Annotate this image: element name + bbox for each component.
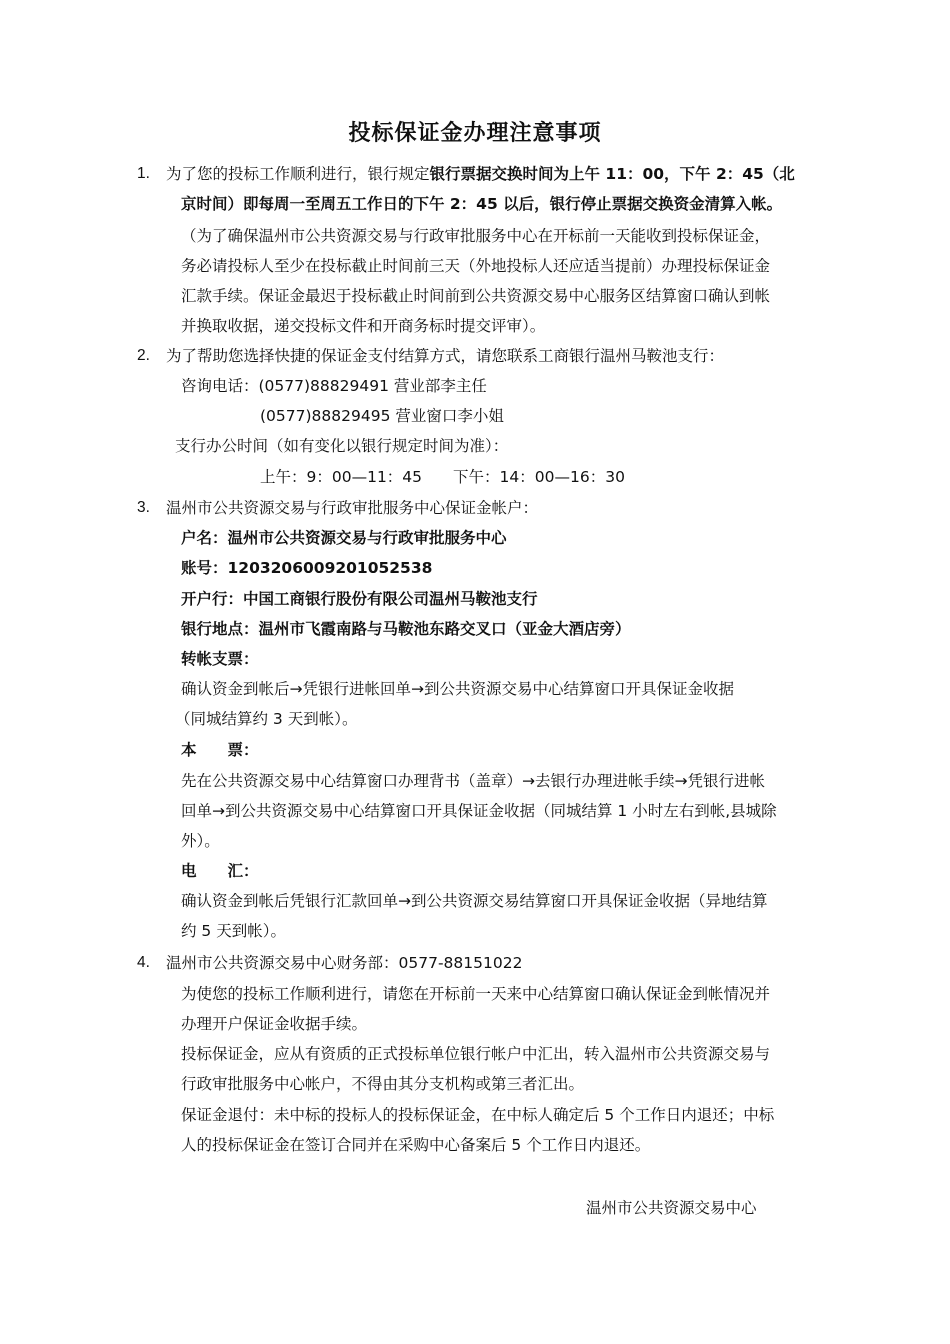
section-1-line-3: （为了确保温州市公共资源交易与行政审批服务中心在开标前一天能收到投标保证金， <box>181 227 771 245</box>
section-1-line-6: 并换取收据，递交投标文件和开商务标时提交评审）。 <box>181 317 546 335</box>
section-4-line-2: 为使您的投标工作顺利进行，请您在开标前一天来中心结算窗口确认保证金到帐情况并 <box>181 985 771 1003</box>
section-4-line-6: 保证金退付：未中标的投标人的投标保证金，在中标人确定后 5 个工作日内退还；中标 <box>181 1106 775 1124</box>
draft-line-2: 回单→到公共资源交易中心结算窗口开具保证金收据（同城结算 1 小时左右到帐,县城除 <box>181 802 777 820</box>
account-name: 户名：温州市公共资源交易与行政审批服务中心 <box>181 529 507 547</box>
section-4-line-7: 人的投标保证金在签订合同并在采购中心备案后 5 个工作日内退还。 <box>181 1136 651 1154</box>
draft-line-3: 外）。 <box>181 832 220 850</box>
section-1-line-2: 京时间）即每周一至周五工作日的下午 2：45 以后，银行停止票据交换资金清算入帐。 <box>181 195 783 213</box>
signature: 温州市公共资源交易中心 <box>586 1199 757 1217</box>
account-bank: 开户行：中国工商银行股份有限公司温州马鞍池支行 <box>181 590 538 608</box>
section-1-line-5: 汇款手续。保证金最迟于投标截止时间前到公共资源交易中心服务区结算窗口确认到帐 <box>181 287 771 305</box>
section-4-line-1: 温州市公共资源交易中心财务部：0577-88151022 <box>166 954 523 972</box>
section-2-line-1: 为了帮助您选择快捷的保证金支付结算方式，请您联系工商银行温州马鞍池支行： <box>166 347 725 365</box>
transfer-line-1: 确认资金到帐后→凭银行进帐回单→到公共资源交易中心结算窗口开具保证金收据 <box>181 680 734 698</box>
section-2-phone-1: 咨询电话：(0577)88829491 营业部李主任 <box>181 377 487 395</box>
section-2-hours-label: 支行办公时间（如有变化以银行规定时间为准）： <box>175 437 509 455</box>
section-1-line-1-bold: 银行票据交换时间为上午 11：00，下午 2：45（北 <box>429 165 795 183</box>
section-1-line-1-text: 为了您的投标工作顺利进行，银行规定 <box>166 165 430 183</box>
transfer-heading: 转帐支票： <box>181 650 259 668</box>
wire-heading: 电 汇： <box>181 862 259 880</box>
section-1-line-4: 务必请投标人至少在投标截止时间前三天（外地投标人还应适当提前）办理投标保证金 <box>181 257 771 275</box>
section-1-line-1 <box>166 164 795 184</box>
account-number: 账号：1203206009201052538 <box>181 559 433 577</box>
transfer-line-2: （同城结算约 3 天到帐）。 <box>175 710 358 728</box>
section-3-number: 3. <box>137 499 150 516</box>
section-2-phone-2: (0577)88829495 营业窗口李小姐 <box>260 407 504 425</box>
section-1-number: 1. <box>137 165 150 182</box>
section-4-number: 4. <box>137 954 150 971</box>
section-3-line-1: 温州市公共资源交易与行政审批服务中心保证金帐户： <box>166 499 539 517</box>
section-4-line-3: 办理开户保证金收据手续。 <box>181 1015 368 1033</box>
section-4-line-4: 投标保证金，应从有资质的正式投标单位银行帐户中汇出，转入温州市公共资源交易与 <box>181 1045 771 1063</box>
wire-line-1: 确认资金到帐后凭银行汇款回单→到公共资源交易结算窗口开具保证金收据（异地结算 <box>181 892 768 910</box>
document-title: 投标保证金办理注意事项 <box>348 121 602 146</box>
bank-address: 银行地点：温州市飞霞南路与马鞍池东路交叉口（亚金大酒店旁） <box>181 620 631 638</box>
section-4-line-5: 行政审批服务中心帐户，不得由其分支机构或第三者汇出。 <box>181 1075 585 1093</box>
wire-line-2: 约 5 天到帐）。 <box>181 922 286 940</box>
section-2-number: 2. <box>137 347 150 364</box>
draft-line-1: 先在公共资源交易中心结算窗口办理背书（盖章）→去银行办理进帐手续→凭银行进帐 <box>181 772 765 790</box>
draft-heading: 本 票： <box>181 741 259 759</box>
section-2-hours: 上午：9：00—11：45 下午：14：00—16：30 <box>260 468 625 486</box>
